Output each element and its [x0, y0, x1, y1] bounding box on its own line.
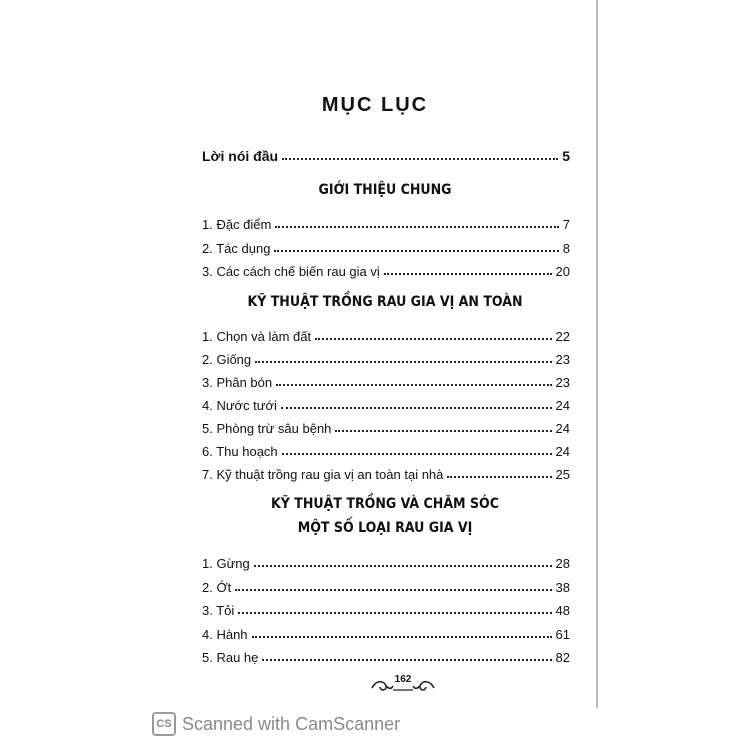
entry-page: 22 [555, 329, 570, 344]
entry-label: 5. Phòng trừ sâu bệnh [202, 421, 332, 436]
dot-leader [282, 158, 558, 160]
dot-leader [384, 273, 552, 275]
entry-page: 23 [555, 375, 570, 390]
toc-entry [202, 598, 570, 618]
entry-page: 5 [562, 148, 570, 164]
entry-label: 4. Nước tưới [202, 398, 277, 413]
entry-label: 3. Phân bón [202, 375, 273, 390]
section-heading-line2: MỘT SỐ LOẠI RAU GIA VỊ [297, 520, 473, 536]
entry-page: 8 [562, 241, 570, 256]
watermark-text: Scanned with CamScanner [182, 713, 401, 734]
page-number-ornament [368, 674, 438, 696]
dot-leader [315, 338, 551, 340]
entry-page: 23 [555, 352, 570, 367]
entry-page: 24 [555, 398, 570, 413]
toc-entry-preface [202, 144, 570, 164]
toc-entry [202, 416, 570, 436]
page-number: 162 [394, 674, 412, 685]
entry-label: 1. Gừng [202, 556, 250, 571]
dot-leader [335, 430, 551, 432]
dot-leader [274, 250, 558, 252]
entry-label: 1. Chọn và làm đất [202, 329, 312, 344]
entry-label: 7. Kỹ thuật trồng rau gia vị an toàn tại nhà [202, 467, 444, 482]
dot-leader [276, 384, 551, 386]
camscanner-logo-icon: CS [152, 712, 176, 736]
entry-page: 24 [555, 421, 570, 436]
toc-entry [202, 462, 570, 482]
dot-leader [447, 476, 551, 478]
toc-entry [202, 212, 570, 232]
dot-leader [282, 453, 552, 455]
entry-label: 3. Tỏi [202, 603, 235, 618]
camscanner-watermark [152, 712, 400, 736]
dot-leader [238, 612, 551, 614]
entry-label: Lời nói đầu [202, 148, 279, 164]
toc-entry [202, 370, 570, 390]
section-heading: KỸ THUẬT TRỒNG RAU GIA VỊ AN TOÀN [247, 294, 523, 310]
dot-leader [255, 361, 551, 363]
entry-page: 82 [555, 650, 570, 665]
toc-entry [202, 324, 570, 344]
dot-leader [235, 589, 551, 591]
dot-leader [262, 659, 551, 661]
toc-entry [202, 645, 570, 665]
entry-page: 20 [555, 264, 570, 279]
entry-label: 2. Ớt [202, 580, 232, 595]
dot-leader [254, 565, 552, 567]
entry-page: 24 [555, 444, 570, 459]
section-heading: GIỚI THIỆU CHUNG [318, 182, 452, 198]
toc-entry [202, 393, 570, 413]
entry-label: 2. Tác dụng [202, 241, 271, 256]
toc-entry [202, 622, 570, 642]
toc-entry [202, 347, 570, 367]
toc-entry [202, 439, 570, 459]
entry-label: 5. Rau hẹ [202, 650, 259, 665]
entry-label: 2. Giống [202, 352, 252, 367]
entry-label: 4. Hành [202, 627, 248, 642]
entry-label: 1. Đặc điểm [202, 217, 272, 232]
entry-page: 48 [555, 603, 570, 618]
entry-page: 61 [555, 627, 570, 642]
section-heading: KỸ THUẬT TRỒNG VÀ CHĂM SÓC [271, 496, 499, 512]
toc-entry [202, 236, 570, 256]
page-title: MỤC LỤC [321, 94, 429, 116]
dot-leader [252, 636, 552, 638]
toc-entry [202, 575, 570, 595]
entry-page: 25 [555, 467, 570, 482]
entry-page: 38 [555, 580, 570, 595]
toc-entry [202, 259, 570, 279]
entry-page: 28 [555, 556, 570, 571]
toc-entry [202, 551, 570, 571]
dot-leader [281, 407, 552, 409]
entry-label: 6. Thu hoạch [202, 444, 278, 459]
entry-page: 7 [562, 217, 570, 232]
dot-leader [275, 226, 558, 228]
entry-label: 3. Các cách chế biến rau gia vị [202, 264, 380, 279]
